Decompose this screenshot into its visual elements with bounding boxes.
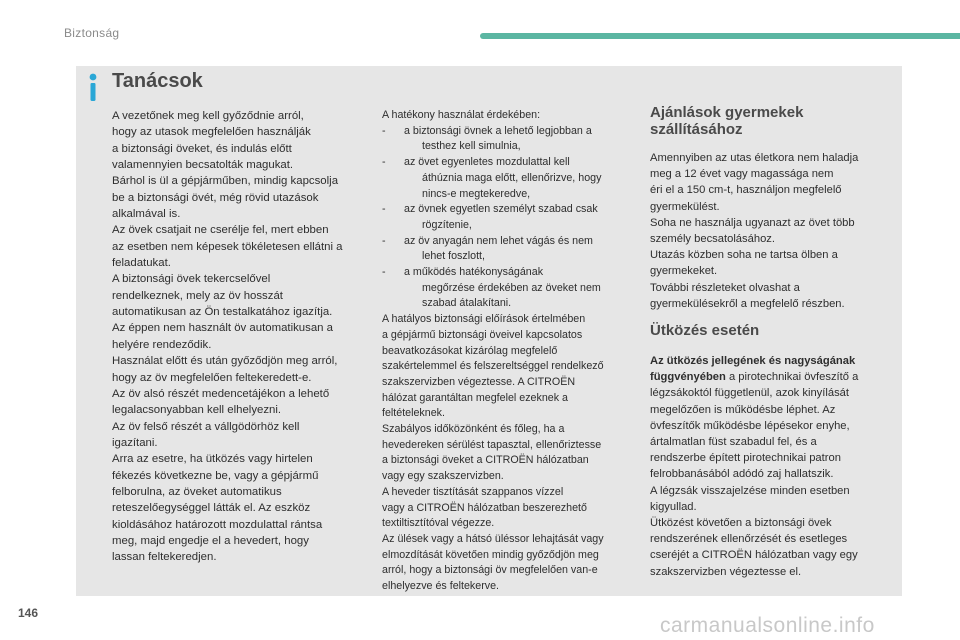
- list-item-line: szabad átalakítani.: [422, 297, 512, 310]
- text-line: A hatályos biztonsági előírások értelmében: [382, 313, 586, 326]
- text-line: lassan feltekeredjen.: [112, 551, 217, 564]
- child-transport-heading: [650, 104, 886, 138]
- list-dash: -: [382, 266, 386, 279]
- collision-text: [650, 353, 886, 580]
- info-icon: [84, 70, 102, 106]
- text-line: A légzsák visszajelzése minden esetben: [650, 484, 850, 497]
- text-line: beavatkozásokat kizárólag megfelelő: [382, 344, 558, 357]
- list-item-line: rögzítenie,: [422, 218, 472, 231]
- text-line: valamennyien becsatolták magukat.: [112, 159, 294, 172]
- text-line: Bárhol is ül a gépjárműben, mindig kapcsolja: [112, 175, 339, 188]
- text-line: Az övek csatjait ne cserélje fel, mert ebben: [112, 224, 329, 237]
- text-line: Amennyiben az utas életkora nem haladja: [650, 152, 859, 164]
- text-line: alkalmával is.: [112, 208, 181, 221]
- list-item: [382, 124, 634, 155]
- child-heading-line: szállításához: [650, 121, 743, 138]
- text-line: igazítani.: [112, 436, 158, 449]
- advice-column-3: [650, 104, 886, 580]
- text-line: gyermekülést.: [650, 200, 720, 213]
- advice-column-1: [112, 108, 362, 566]
- list-item-line: testhez kell simulnia,: [422, 140, 521, 153]
- text-line: Arra az esetre, ha ütközés vagy hirtelen: [112, 453, 313, 466]
- text-line: hogy az öv megfelelően feltekeredett-e.: [112, 371, 312, 384]
- text-line: légzsákoktól függetlenül, azok kinyílását: [650, 387, 850, 400]
- text-line: hevedereken sérülést tapasztal, ellenőriztesse: [382, 438, 602, 451]
- watermark: carmanualsonline.info: [660, 614, 875, 637]
- page-number: 146: [18, 606, 39, 620]
- text-line: kioldásához határozott mozdulattal rántsa: [112, 518, 323, 531]
- text-line: hogy az utasok megfelelően használják: [112, 126, 311, 139]
- text-line: a biztonsági öveket, és indulás előtt: [112, 142, 292, 155]
- list-item: [382, 265, 634, 312]
- list-dash: -: [382, 234, 386, 247]
- col2-text: [382, 312, 634, 595]
- list-item-line: az öv anyagán nem lehet vágás és nem: [404, 234, 593, 247]
- collision-heading: Ütközés esetén: [650, 322, 760, 340]
- text-line: arról, hogy a biztonsági öv megfelelően van-e: [382, 564, 598, 577]
- text-line: a gépjármű biztonsági öveivel kapcsolatos: [382, 328, 583, 341]
- list-item-line: az övnek egyetlen személyt szabad csak: [404, 203, 598, 216]
- text-line: Az öv alsó részét medencetájékon a lehető: [112, 387, 330, 400]
- section-title: Biztonság: [64, 26, 120, 40]
- text-line: rendelkeznek, mely az öv hosszát: [112, 289, 283, 302]
- text-line: legalacsonyabban kell elhelyezni.: [112, 404, 282, 417]
- text-line: vagy egy szakszervizben.: [382, 470, 504, 483]
- text-line: textiltisztítóval végezze.: [382, 517, 495, 530]
- text-line: éri el a 150 cm-t, használjon megfelelő: [650, 184, 842, 197]
- text-line: felrobbanásából adódó zaj hallatszik.: [650, 468, 834, 481]
- text-line: automatikusan az Ön testalkatához igazítja.: [112, 306, 333, 319]
- text-line: A heveder tisztítását szappanos vízzel: [382, 485, 564, 498]
- text-line: szakszervizben végeztesse el.: [650, 565, 802, 578]
- text-line: be a biztonsági övét, még rövid utazások: [112, 191, 319, 204]
- list-item: [382, 155, 634, 202]
- text-line: kigyullad.: [650, 500, 697, 513]
- text-line: További részleteket olvashat a: [650, 281, 800, 294]
- list-item-line: a működés hatékonyságának: [404, 266, 544, 279]
- text-line: A vezetőnek meg kell győződnie arról,: [112, 110, 304, 122]
- collision-bold-line: Az ütközés jellegének és nagyságának: [650, 355, 856, 368]
- text-line: övfeszítők működésbe lépésekor enyhe,: [650, 419, 850, 432]
- text-line: Az öv felső részét a vállgödörhöz kell: [112, 420, 300, 433]
- text-line: helyére rendeződik.: [112, 338, 212, 351]
- usage-list: [382, 124, 634, 312]
- list-item-line: nincs-e megtekeredve,: [422, 187, 531, 200]
- text-line: rendszerének ellenőrzését és esetleges: [650, 533, 848, 546]
- list-item-line: lehet foszlott,: [422, 250, 485, 263]
- collision-bold-line: függvényében: [650, 371, 726, 384]
- collision-after-bold: a pirotechnikai övfeszítő a: [725, 371, 859, 384]
- text-line: elhelyezve és feltekerve.: [382, 580, 500, 593]
- text-line: felborulna, az öveket automatikus: [112, 485, 282, 498]
- col2-intro: A hatékony használat érdekében:: [382, 109, 541, 121]
- text-line: szakértelemmel és felszereltséggel rendelkező: [382, 360, 604, 373]
- text-line: a biztonsági öveket a CITROËN hálózatban: [382, 454, 589, 467]
- text-line: szakszervizben végeztesse. A CITROËN: [382, 375, 576, 388]
- list-dash: -: [382, 203, 386, 216]
- text-line: elmozdítását követően mindig győződjön meg: [382, 548, 599, 561]
- text-line: ártalmatlan füst szabadul fel, és a: [650, 436, 817, 449]
- text-line: személy becsatolásához.: [650, 233, 775, 246]
- text-line: az esetben nem képesek tökéletesen ellátni a: [112, 240, 343, 253]
- text-line: feladatukat.: [112, 257, 171, 270]
- child-heading-line: Ajánlások gyermekek: [650, 104, 804, 121]
- text-line: feltételeknek.: [382, 407, 445, 420]
- text-line: reteszelőegységgel látták el. Az eszköz: [112, 502, 311, 515]
- list-item-line: megőrzése érdekében az öveket nem: [422, 281, 601, 294]
- text-line: Soha ne használja ugyanazt az övet több: [650, 216, 855, 229]
- text-line: vagy a CITROËN hálózatban beszerezhető: [382, 501, 587, 514]
- text-line: gyermekeket.: [650, 265, 718, 278]
- text-line: meg a 12 évet vagy magassága nem: [650, 168, 834, 181]
- text-line: Szabályos időközönként és főleg, ha a: [382, 423, 565, 436]
- text-line: hálózat garantáltan megfelel ezeknek a: [382, 391, 568, 404]
- text-line: fékezés következne be, vagy a gépjármű: [112, 469, 319, 482]
- list-dash: -: [382, 156, 386, 169]
- list-item-line: a biztonsági övnek a lehető legjobban a: [404, 124, 592, 137]
- text-line: Ütközést követően a biztonsági övek: [650, 517, 832, 530]
- box-title: Tanácsok: [112, 70, 203, 92]
- list-item: [382, 202, 634, 233]
- text-line: meg, majd engedje el a hevedert, hogy: [112, 534, 309, 547]
- text-line: Használat előtt és után győződjön meg arról,: [112, 355, 338, 368]
- text-line: cseréjét a CITROËN hálózatban vagy egy: [650, 549, 858, 562]
- text-line: megelőzően is működésbe léphet. Az: [650, 403, 836, 416]
- text-line: Az éppen nem használt öv automatikusan a: [112, 322, 333, 335]
- list-item: [382, 234, 634, 265]
- text-line: rendszerbe épített pirotechnikai patron: [650, 452, 841, 465]
- list-dash: -: [382, 124, 386, 137]
- child-transport-text: [650, 150, 886, 312]
- text-line: A biztonsági övek tekercselővel: [112, 273, 271, 286]
- text-line: Az ülések vagy a hátsó üléssor lehajtását vagy: [382, 532, 604, 545]
- list-item-line: az övet egyenletes mozdulattal kell: [404, 156, 570, 169]
- list-item-line: áthúznia maga előtt, ellenőrizve, hogy: [422, 171, 602, 184]
- advice-column-2: [382, 108, 634, 595]
- section-accent-bar: [480, 33, 960, 39]
- text-line: Utazás közben soha ne tartsa ölben a: [650, 249, 838, 262]
- text-line: gyermekülésekről a megfelelő részben.: [650, 297, 845, 310]
